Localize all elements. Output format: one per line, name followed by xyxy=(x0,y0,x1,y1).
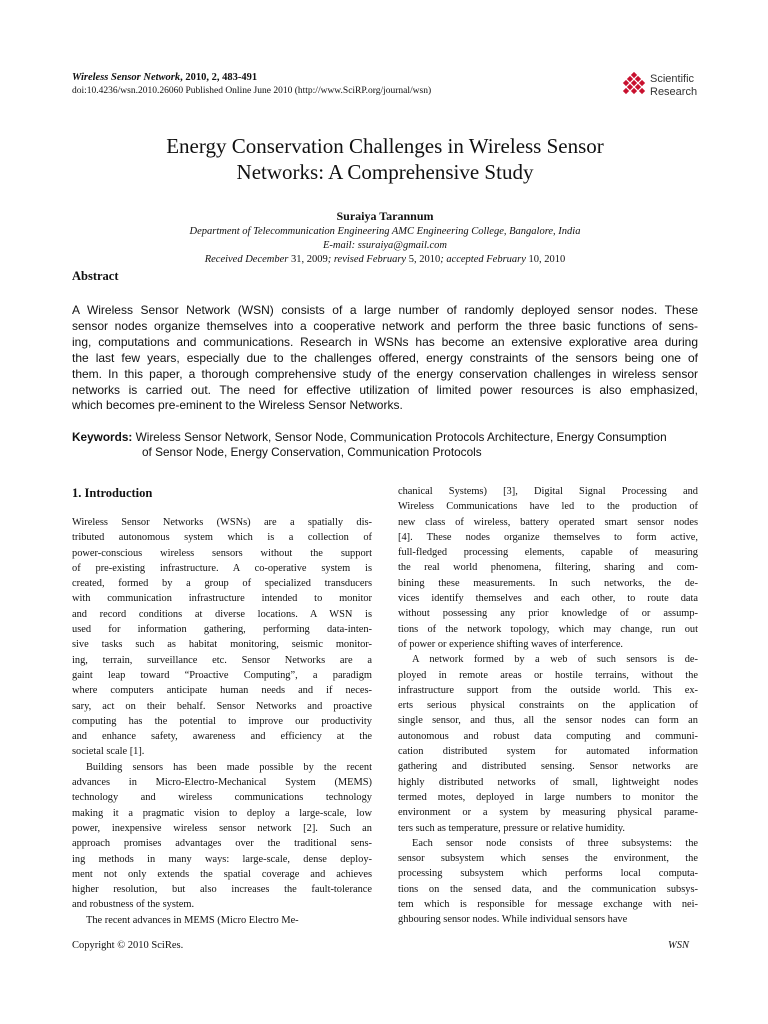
text-line: A network formed by a web of such sensors is de- xyxy=(412,654,698,666)
logo-dot xyxy=(623,80,629,86)
text-line: tem which is responsible for message exchange with nei- xyxy=(398,899,698,911)
text-line: ing methods in many ways: large-scale, dense deploy- xyxy=(72,853,372,865)
text-line: highly distributed networks of small, lightweight nodes xyxy=(398,776,698,788)
affiliation: Department of Telecommunication Engineering AMC Engineering College, Bangalore, India xyxy=(189,226,581,237)
text-line: vices identify themselves and each other, to route data xyxy=(398,593,698,605)
journal-citation xyxy=(72,72,257,83)
text-line: higher resolution, but also increases the fault-tolerance xyxy=(72,884,372,896)
right-column xyxy=(398,484,698,928)
text-line: and record conditions at diverse locations. A WSN is xyxy=(72,608,372,620)
keywords-line-2: of Sensor Node, Energy Conservation, Communication Protocols xyxy=(142,445,482,459)
text-line: Wireless Sensor Networks (WSNs) are a spatially dis- xyxy=(72,517,372,528)
logo-dot xyxy=(639,88,645,94)
paper-title xyxy=(72,133,698,185)
text-line: societal scale [1]. xyxy=(72,746,145,758)
title-line-1: Energy Conservation Challenges in Wireless Sensor xyxy=(166,134,604,158)
title-line-2: Networks: A Comprehensive Study xyxy=(236,160,534,184)
logo-dot xyxy=(635,84,641,90)
text-line: tions of the network topology, which may change, run out xyxy=(398,623,698,635)
email: E-mail: ssuraiya@gmail.com xyxy=(323,240,447,251)
text-line: sive tasks such as habitat monitoring, seismic monitor- xyxy=(72,639,372,651)
text-line: chanical Systems) [3], Digital Signal Processing and xyxy=(398,486,698,497)
text-line: power, inexpensive wireless sensor network [2]. Such an xyxy=(72,822,372,834)
text-line: termed motes, deployed in large numbers to monitor the xyxy=(398,791,698,803)
received-label: Received December xyxy=(204,254,289,265)
logo-dot xyxy=(635,76,641,82)
journal-volume: , 2010, 2, 483-491 xyxy=(180,72,258,83)
text-line: ment not only extends the spatial coverage and achieves xyxy=(72,868,372,880)
text-line: them. In this paper, a thorough comprehensive study of the energy conservation challenges in wireless sensor xyxy=(72,366,698,381)
text-line: power-conscious wireless sensors without the support xyxy=(72,547,372,559)
left-column xyxy=(72,515,372,928)
text-line: tributed autonomous system which is a collection of xyxy=(72,532,372,544)
text-line: single sensor, and thus, all the sensor nodes can form an xyxy=(398,715,698,727)
text-line: of power or experience shifting waves of interference. xyxy=(398,638,624,650)
text-line: processing subsystem which performs local computa- xyxy=(398,868,698,880)
text-line: ghbouring sensor nodes. While individual sensors have xyxy=(398,914,628,926)
text-line: computing has the potential to improve our productivity xyxy=(72,715,372,727)
text-line: new class of wireless, battery operated smart sensor nodes xyxy=(398,516,698,528)
text-line: The recent advances in MEMS (Micro Electro Me- xyxy=(86,914,299,926)
text-line: ployed in remote areas or hostile terrains, without the xyxy=(398,669,698,681)
text-line: sensor subsystem which senses the environment, the xyxy=(398,853,698,865)
text-line: Building sensors has been made possible by the recent xyxy=(86,761,372,773)
abstract-heading: Abstract xyxy=(72,269,119,283)
abstract-body xyxy=(72,303,698,414)
text-line: gathering and distributed sensing. Sensor networks are xyxy=(398,761,698,773)
journal-name: Wireless Sensor Network xyxy=(72,72,181,83)
text-line: tions on the sensed data, and the communication subsys- xyxy=(398,883,698,895)
logo-dot xyxy=(623,88,629,94)
text-line: gaint leap toward “Proactive Computing”, a paradigm xyxy=(72,669,372,681)
author-affiliation-block xyxy=(72,225,698,253)
text-line: cation distributed system for automated information xyxy=(398,746,698,758)
received-dates xyxy=(72,254,698,265)
text-line: erts serious physical constraints on the application of xyxy=(398,700,698,712)
keywords-label: Keywords: xyxy=(72,430,133,444)
revised-label: ; revised February xyxy=(327,254,407,265)
text-line: the last few years, especially due to the challenges offered, energy constraints of the sensors being one of xyxy=(72,350,698,365)
text-line: Each sensor node consists of three subsystems: the xyxy=(412,837,698,849)
scirp-logo-icon xyxy=(622,72,646,96)
text-line: infrastructure support from the outside world. This ex- xyxy=(398,684,698,696)
accepted-date: 10, 2010 xyxy=(525,254,566,265)
keywords xyxy=(72,430,698,460)
text-line: A Wireless Sensor Network (WSN) consists of a large number of randomly deployed sensor nodes. These xyxy=(72,303,698,317)
text-line: and robustness of the system. xyxy=(72,899,195,911)
text-line: sary, act on their behalf. Sensor Networks and proactive xyxy=(72,700,372,712)
text-line: bining these measurements. In such networks, the de- xyxy=(398,577,698,589)
footer-journal: WSN xyxy=(668,940,689,951)
logo-dot xyxy=(639,80,645,86)
text-line: ing, computations and communications. Research in WSNs has become an extensive explorative area during xyxy=(72,334,698,349)
text-line: the real world phenomena, filtering, sharing and com- xyxy=(398,562,698,574)
text-line: networks is carried out. The need for effective utilization of limited power resources is also emphasized, xyxy=(72,382,698,397)
text-line: used for information gathering, performing data-inten- xyxy=(72,624,372,636)
logo-line-1: Scientific xyxy=(650,73,695,85)
logo-dot xyxy=(627,76,633,82)
section-heading: 1. Introduction xyxy=(72,486,153,500)
text-line: without possessing any prior knowledge of or assump- xyxy=(398,608,698,620)
logo-dot xyxy=(631,80,637,86)
logo-dot xyxy=(627,84,633,90)
text-line: ing, terrain, surveillance etc. Sensor Networks are a xyxy=(72,654,372,666)
accepted-label: ; accepted February xyxy=(440,254,526,265)
doi-line: doi:10.4236/wsn.2010.26060 Published Online June 2010 (http://www.SciRP.org/journal/wsn) xyxy=(72,86,432,96)
text-line: created, formed by a group of specialized transducers xyxy=(72,578,372,590)
text-line: advances in Micro-Electro-Mechanical System (MEMS) xyxy=(72,777,372,789)
text-line: approach promises advantages over the traditional sens- xyxy=(72,838,372,850)
text-line: of pre-existing infrastructure. A co-operative system is xyxy=(72,562,372,574)
keywords-line-1: Wireless Sensor Network, Sensor Node, Communication Protocols Architecture, Energy Consumption xyxy=(132,430,667,444)
text-line: full-fledged processing elements, capable of measuring xyxy=(398,547,698,559)
text-line: making it a pragmatic vision to deploy a large-scale, low xyxy=(72,807,372,819)
text-line: autonomous and robust data computing and communi- xyxy=(398,730,698,742)
text-line: Wireless Communications have led to the production of xyxy=(398,501,698,513)
text-line: environment or a system by measuring physical parame- xyxy=(398,807,698,819)
text-line: with communication infrastructure intended to monitor xyxy=(72,593,372,605)
revised-date: 5, 2010 xyxy=(406,254,441,265)
text-line: sensor nodes organize themselves into a cooperative network and perform the three basic functions of sens- xyxy=(72,318,698,333)
footer-copyright: Copyright © 2010 SciRes. xyxy=(72,940,184,951)
text-line: and enhance safety, awareness and efficiency at the xyxy=(72,731,372,743)
author-name: Suraiya Tarannum xyxy=(336,209,434,223)
text-line: where computers anticipate human needs and if neces- xyxy=(72,685,372,697)
logo-dot xyxy=(631,72,637,78)
received-date: 31, 2009 xyxy=(288,254,328,265)
text-line: [4]. These nodes organize themselves to form active, xyxy=(398,531,698,543)
text-line: which becomes pre-eminent to the Wireless Sensor Networks. xyxy=(72,398,403,413)
text-line: technology and wireless communications technology xyxy=(72,792,372,804)
text-line: ters such as temperature, pressure or relative humidity. xyxy=(398,822,625,834)
logo-dot xyxy=(631,88,637,94)
publisher-logo xyxy=(622,72,702,102)
logo-line-2: Research xyxy=(650,85,698,98)
